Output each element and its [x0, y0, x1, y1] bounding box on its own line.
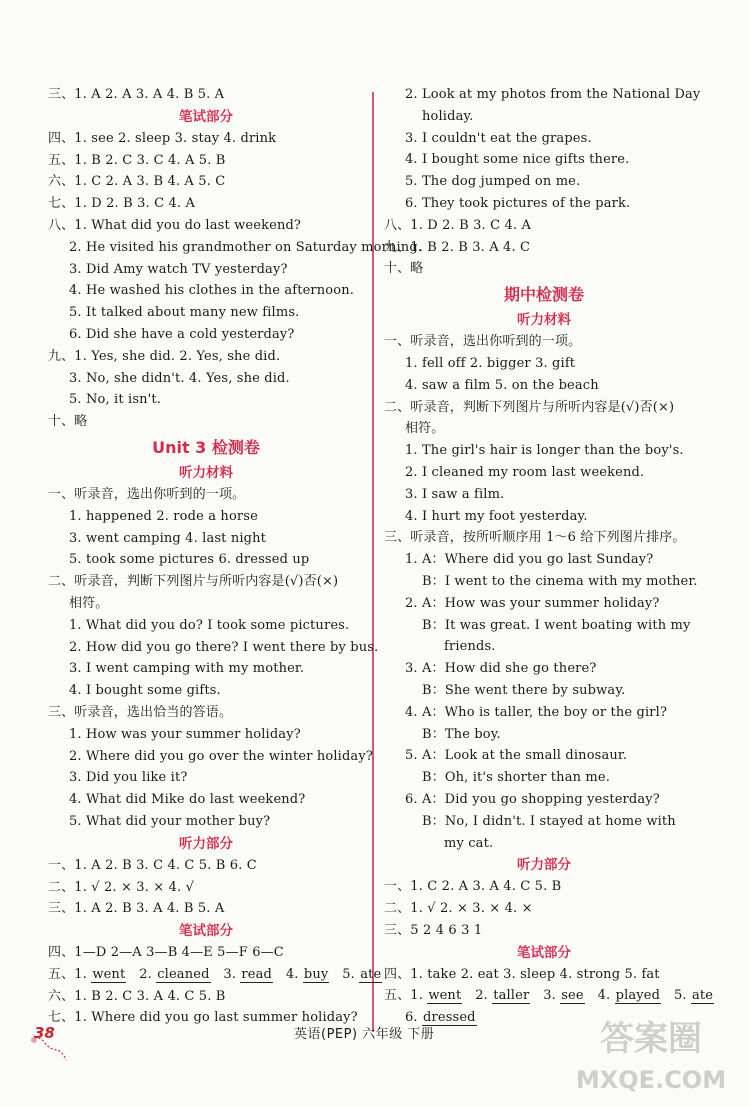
blank-answer: ate	[360, 966, 382, 982]
answer-line: 六、1. B 2. C 3. A 4. C 5. B	[48, 988, 226, 1004]
answer-line: 4. He washed his clothes in the afternoon.	[69, 283, 355, 299]
answer-line: 2. I cleaned my room last weekend.	[405, 464, 645, 480]
answer-line: 2. How did you go there? I went there by bus.	[69, 639, 379, 655]
item-label: 2.	[139, 966, 152, 982]
blank-answer: ate	[691, 988, 714, 1004]
answer-line: 一、1. A 2. B 3. C 4. C 5. B 6. C	[48, 857, 257, 873]
page-number: 38	[34, 1024, 55, 1042]
answer-line: 七、1. Where did you go last summer holiday?	[48, 1010, 358, 1026]
question-heading: 二、听录音，判断下列图片与所听内容是(√)否(×)	[384, 399, 675, 415]
answer-line: 3. I went camping with my mother.	[69, 661, 305, 677]
blank-answer: taller	[493, 988, 530, 1004]
section-heading-written: 笔试部分	[517, 944, 571, 961]
book-info: 英语(PEP) 六年级 下册	[294, 1027, 435, 1042]
answer-line: 5. No, it isn't.	[69, 392, 162, 408]
question-heading: 二、听录音，判断下列图片与所听内容是(√)否(×)	[48, 574, 339, 590]
dialogue-line: 1. A：Where did you go last Sunday?	[405, 552, 654, 568]
watermark-url: MXQE.COM	[575, 1066, 727, 1094]
blank-answer: see	[561, 988, 584, 1004]
answer-line-fill-blank	[384, 985, 714, 1007]
section-heading-listening: 听力部分	[179, 835, 233, 852]
answer-line: 6. They took pictures of the park.	[405, 195, 631, 211]
section-heading-written: 笔试部分	[179, 923, 233, 940]
answer-line: 3. I saw a film.	[405, 486, 505, 502]
blank-answer: went	[92, 966, 126, 982]
answer-line: 八、1. What did you do last weekend?	[48, 217, 302, 233]
answer-line: 1. fell off 2. bigger 3. gift	[405, 355, 576, 371]
dialogue-line: friends.	[444, 639, 496, 655]
section-heading-listening: 听力部分	[517, 857, 571, 874]
dialogue-line: B：She went there by subway.	[422, 682, 626, 698]
answer-line: 四、1. take 2. eat 3. sleep 4. strong 5. fat	[384, 966, 660, 982]
dialogue-line: 6. A：Did you go shopping yesterday?	[405, 791, 660, 807]
answer-line: 一、1. C 2. A 3. A 4. C 5. B	[384, 879, 562, 895]
answer-line: holiday.	[422, 108, 474, 124]
answer-line: 六、1. C 2. A 3. B 4. A 5. C	[48, 174, 226, 190]
question-heading: 一、听录音，选出你听到的一项。	[48, 486, 246, 502]
answer-line: 三、1. A 2. B 3. A 4. B 5. A	[48, 901, 225, 917]
dialogue-line: 3. A：How did she go there?	[405, 661, 597, 677]
item-label: 五、1.	[384, 988, 424, 1004]
question-heading: 一、听录音，选出你听到的一项。	[384, 334, 582, 350]
answer-line: 四、1—D 2—A 3—B 4—E 5—F 6—C	[48, 945, 284, 961]
section-heading-listening-material: 听力材料	[517, 312, 571, 329]
site-watermark-logo	[566, 1008, 736, 1098]
answer-line: 2. Where did you go over the winter holiday?	[69, 748, 373, 764]
answer-line: 1. The girl's hair is longer than the boy's.	[405, 443, 684, 459]
question-heading: 三、听录音，选出恰当的答语。	[48, 704, 233, 720]
question-heading: 三、听录音，按所听顺序用 1～6 给下列图片排序。	[384, 530, 686, 546]
watermark-title: 答案圈	[600, 1019, 702, 1059]
answer-line: 4. saw a film 5. on the beach	[405, 377, 599, 393]
blank-answer: buy	[303, 966, 329, 982]
answer-line: 2. Look at my photos from the National Day	[405, 87, 701, 102]
answer-line: 十、略	[384, 261, 424, 277]
dialogue-line: B：I went to the cinema with my mother.	[422, 573, 698, 589]
item-label: 五、1.	[48, 966, 88, 982]
question-heading-cont: 相符。	[405, 421, 445, 437]
answer-line: 二、1. √ 2. × 3. × 4. ×	[384, 901, 533, 917]
answer-line: 5. What did your mother buy?	[69, 813, 271, 829]
midterm-test-title: 期中检测卷	[503, 285, 584, 305]
dialogue-line: B：It was great. I went boating with my	[422, 617, 691, 633]
answer-line: 九、1. B 2. B 3. A 4. C	[384, 239, 531, 255]
answer-line: 1. How was your summer holiday?	[69, 726, 301, 742]
answer-line: 4. I bought some gifts.	[69, 683, 221, 699]
answer-line: 5. It talked about many new films.	[69, 305, 300, 321]
dialogue-line: B：The boy.	[422, 726, 501, 742]
answer-line: 3. No, she didn't. 4. Yes, she did.	[69, 370, 290, 386]
item-label: 5.	[673, 988, 687, 1004]
question-heading-cont: 相符。	[69, 595, 109, 611]
answer-line: 四、1. see 2. sleep 3. stay 4. drink	[48, 130, 277, 146]
section-heading-written: 笔试部分	[179, 108, 233, 125]
dialogue-line: B：No, I didn't. I stayed at home with	[422, 813, 676, 829]
item-label: 4.	[285, 966, 299, 982]
answer-line: 三、1. A 2. A 3. A 4. B 5. A	[48, 87, 225, 102]
dialogue-line: 5. A：Look at the small dinosaur.	[405, 748, 628, 764]
answer-line: 3. Did Amy watch TV yesterday?	[69, 261, 288, 277]
dialogue-line: my cat.	[444, 835, 494, 851]
answer-line: 二、1. √ 2. × 3. × 4. √	[48, 879, 195, 895]
item-label: 4.	[597, 988, 611, 1004]
answer-line: 3. went camping 4. last night	[69, 530, 267, 546]
answer-line: 4. I bought some nice gifts there.	[405, 152, 630, 168]
dialogue-line: 2. A：How was your summer holiday?	[405, 595, 660, 611]
dialogue-line: 4. A：Who is taller, the boy or the girl?	[405, 704, 668, 720]
dialogue-line: B：Oh, it's shorter than me.	[422, 770, 611, 786]
answer-line: 九、1. Yes, she did. 2. Yes, she did.	[48, 348, 281, 364]
answer-line: 1. What did you do? I took some pictures.	[69, 617, 350, 633]
answer-line: 3. I couldn't eat the grapes.	[405, 130, 592, 146]
answer-line: 5. The dog jumped on me.	[405, 174, 581, 190]
item-label: 6.	[405, 1010, 418, 1026]
answer-line: 5. took some pictures 6. dressed up	[69, 552, 310, 568]
left-column	[48, 84, 423, 1029]
answer-line: 八、1. D 2. B 3. C 4. A	[384, 217, 532, 233]
answer-line: 五、1. B 2. C 3. C 4. A 5. B	[48, 152, 226, 168]
column-divider	[372, 92, 374, 1032]
answer-line: 3. Did you like it?	[69, 770, 188, 786]
answer-line: 4. I hurt my foot yesterday.	[405, 508, 588, 524]
blank-answer: dressed	[423, 1010, 476, 1026]
blank-answer: went	[428, 988, 462, 1004]
blank-answer: read	[241, 966, 273, 982]
item-label: 5.	[342, 966, 355, 982]
answer-line: 2. He visited his grandmother on Saturday morning.	[69, 239, 423, 255]
answer-line: 七、1. D 2. B 3. C 4. A	[48, 196, 196, 212]
item-label: 3.	[223, 966, 237, 982]
answer-line: 6. Did she have a cold yesterday?	[69, 326, 295, 342]
answer-line: 4. What did Mike do last weekend?	[69, 792, 306, 808]
section-heading-listening-material: 听力材料	[179, 464, 233, 481]
answer-line-fill-blank	[48, 964, 382, 986]
item-label: 3.	[543, 988, 556, 1004]
right-column	[384, 84, 714, 1029]
answer-line: 三、5 2 4 6 3 1	[384, 922, 483, 938]
blank-answer: cleaned	[157, 966, 210, 982]
answer-line: 1. happened 2. rode a horse	[69, 508, 258, 524]
item-label: 2.	[475, 988, 488, 1004]
unit3-test-title: Unit 3 检测卷	[152, 437, 260, 457]
blank-answer: played	[615, 988, 661, 1004]
answer-line: 十、略	[48, 414, 88, 430]
